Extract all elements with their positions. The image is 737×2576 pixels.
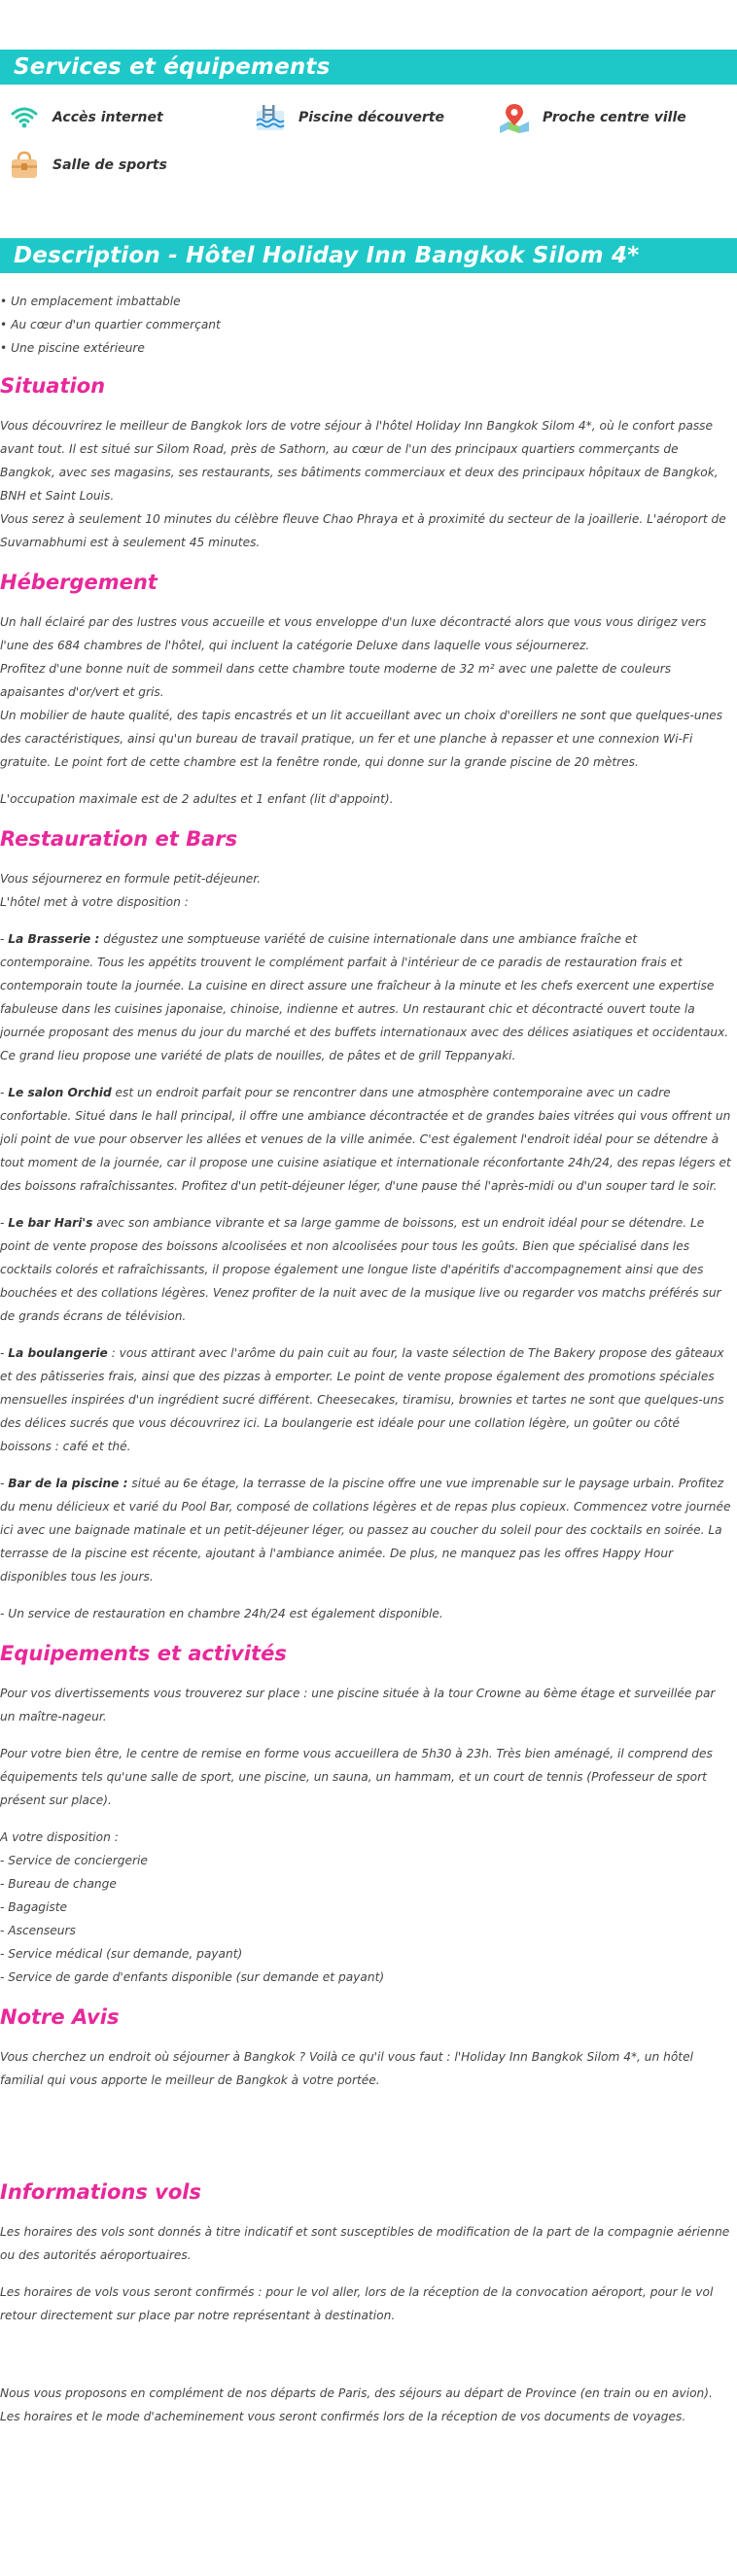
vols-paragraph: Les horaires des vols sont donnés à titre indicatif et sont susceptibles de modification de la part de la compagnie aérienne ou des autorités aéroportuaires. bbox=[0, 2225, 730, 2262]
item-prefix: - bbox=[0, 1086, 9, 1099]
hebergement-paragraph: Un mobilier de haute qualité, des tapis encastrés et un lit accueillant avec un choix d'oreillers ne sont que quelques-unes des caractéristiques, ainsi qu'un bureau de travail pratique, un fer et une planche à repasser et une connexion Wi-Fi gratuite. Le point fort de cette chambre est la fenêtre ronde, qui donne sur la grande piscine de 20 mètres. bbox=[0, 709, 723, 769]
feature-pool bbox=[254, 101, 444, 134]
facility-item: - Service de garde d'enfants disponible (sur demande et payant) bbox=[0, 1970, 385, 1984]
vols-paragraph: Les horaires de vols vous seront confirmés : pour le vol aller, lors de la réception de la convocation aéroport, pour le vol retour directement sur place par notre représentant à destination. bbox=[0, 2285, 714, 2322]
vols-paragraph: Nous vous proposons en complément de nos départs de Paris, des séjours au départ de Province (en train ou en avion). bbox=[0, 2386, 713, 2400]
situation-paragraph: Vous serez à seulement 10 minutes du célèbre fleuve Chao Phraya et à proximité du secteur de la joaillerie. L'aéroport de Suvarnabhumi est à seulement 45 minutes. bbox=[0, 512, 726, 549]
feature-internet bbox=[8, 101, 163, 134]
highlights-list bbox=[0, 290, 731, 360]
restaurant-name: Bar de la piscine : bbox=[8, 1477, 128, 1490]
facilities-list bbox=[0, 1826, 731, 1989]
facilities-list-title: A votre disposition : bbox=[0, 1830, 119, 1844]
feature-gym bbox=[8, 149, 167, 182]
facility-item: - Bagagiste bbox=[0, 1900, 68, 1914]
avis-heading: Notre Avis bbox=[0, 2005, 120, 2029]
restaurant-item bbox=[0, 1211, 731, 1328]
highlight-item: • Un emplacement imbattable bbox=[0, 295, 181, 308]
item-prefix: - bbox=[0, 932, 9, 946]
facility-item: - Service médical (sur demande, payant) bbox=[0, 1947, 243, 1961]
equipements-paragraph: Pour votre bien être, le centre de remise en forme vous accueillera de 5h30 à 23h. Très bien aménagé, il comprend des équipements tels qu'une salle de sport, une piscine, un sauna, un hammam, et un court de tennis (Professeur de sport présent sur place). bbox=[0, 1747, 713, 1807]
wifi-icon bbox=[8, 101, 41, 134]
gym-bag-icon bbox=[8, 149, 41, 182]
avis-paragraph: Vous cherchez un endroit où séjourner à Bangkok ? Voilà ce qu'il vous faut : l'Holiday Inn Bangkok Silom 4*, un hôtel familial qui vous apporte le meilleur de Bangkok à votre portée. bbox=[0, 2050, 693, 2087]
restaurant-name: La boulangerie bbox=[8, 1346, 108, 1360]
facility-item: - Bureau de change bbox=[0, 1877, 117, 1891]
equipements-heading: Equipements et activités bbox=[0, 1642, 287, 1665]
room-service-note: - Un service de restauration en chambre 24h/24 est également disponible. bbox=[0, 1607, 443, 1620]
item-prefix: - bbox=[0, 1346, 9, 1360]
situation-paragraph: Vous découvrirez le meilleur de Bangkok lors de votre séjour à l'hôtel Holiday Inn Bangkok Silom 4*, où le confort passe avant tout. Il est situé sur Silom Road, près de Sathorn, au cœur de l'un des principaux quartiers commerçants de Bangkok, avec ses magasins, ses restaurants, ses bâtiments commerciaux et deux des principaux hôpitaux de Bangkok, BNH et Saint Louis. bbox=[0, 419, 719, 503]
restaurant-description: : vous attirant avec l'arôme du pain cuit au four, la vaste sélection de The Bakery propose des gâteaux et des pâtisseries frais, ainsi que des pizzas à emporter. Le point de vente propose également des promotions spéciales mensuelles inspirées d'un ingrédient sucré différent. Cheesecakes, tiramisu, brownies et tartes ne sont que quelques-uns des délices sucrés que vous découvrirez ici. La boulangerie est idéale pour une collation légère, un goûter ou côté boissons : café et thé. bbox=[0, 1346, 724, 1453]
facility-item: - Ascenseurs bbox=[0, 1924, 76, 1937]
highlight-item: • Une piscine extérieure bbox=[0, 341, 145, 355]
pool-icon bbox=[254, 101, 287, 134]
restaurant-item bbox=[0, 1081, 731, 1198]
restaurant-description: avec son ambiance vibrante et sa large gamme de boissons, est un endroit idéal pour se détendre. Le point de vente propose des boissons alcoolisées et non alcoolisées pour tous les goûts. Bien que spécialisé dans les cocktails colorés et rafraîchissants, il propose également une longue liste d'apéritifs d'accompagnement ainsi que des bouchées et des collations légères. Venez profiter de la nuit avec de la musique live ou regarder vos matchs préférés sur de grands écrans de télévision. bbox=[0, 1216, 721, 1323]
feature-label: Accès internet bbox=[53, 110, 163, 125]
feature-city-center bbox=[498, 101, 686, 134]
hebergement-paragraph: Profitez d'une bonne nuit de sommeil dans cette chambre toute moderne de 32 m² avec une palette de couleurs apaisantes d'or/vert et gris. bbox=[0, 662, 672, 699]
restaurant-name: Le salon Orchid bbox=[8, 1086, 112, 1099]
vols-heading: Informations vols bbox=[0, 2180, 201, 2204]
equipements-paragraph: Pour vos divertissements vous trouverez sur place : une piscine située à la tour Crowne au 6ème étage et surveillée par un maître-nageur. bbox=[0, 1687, 716, 1723]
restaurant-description: situé au 6e étage, la terrasse de la piscine offre une vue imprenable sur le paysage urbain. Profitez du menu délicieux et varié du Pool Bar, composé de collations légères et de repas plus copieux. Commencez votre journée ici avec une baignade matinale et un petit-déjeuner léger, ou passez au coucher du soleil pour des cocktails en soirée. La terrasse de la piscine est récente, ajoutant à l'ambiance animée. De plus, ne manquez pas les offres Happy Hour disponibles tous les jours. bbox=[0, 1477, 731, 1584]
item-prefix: - bbox=[0, 1216, 9, 1230]
restauration-intro: Vous séjournerez en formule petit-déjeuner. bbox=[0, 872, 262, 886]
item-prefix: - bbox=[0, 1477, 9, 1490]
restaurant-name: La Brasserie : bbox=[8, 932, 100, 946]
hebergement-paragraph: L'occupation maximale est de 2 adultes et 1 enfant (lit d'appoint). bbox=[0, 792, 394, 806]
restaurant-name: Le bar Hari's bbox=[8, 1216, 93, 1230]
hebergement-heading: Hébergement bbox=[0, 571, 158, 594]
vols-paragraph: Les horaires et le mode d'acheminement vous seront confirmés lors de la réception de vos documents de voyages. bbox=[0, 2410, 686, 2423]
restaurant-item bbox=[0, 1341, 731, 1458]
restaurant-description: dégustez une somptueuse variété de cuisine internationale dans une ambiance fraîche et contemporaine. Tous les appétits trouvent le complément parfait à l'intérieur de ce paradis de restauration frais et contemporain toute la journée. La cuisine en direct assure une fraîcheur à la minute et les chefs exercent une expertise fabuleuse dans les cuisines japonaise, chinoise, indienne et autres. Un restaurant chic et décontracté ouvert toute la journée proposant des menus du jour du marché et des buffets internationaux avec des délices asiatiques et occidentaux. Ce grand lieu propose une variété de plats de nouilles, de pâtes et de grill Teppanyaki. bbox=[0, 932, 729, 1062]
feature-label: Salle de sports bbox=[53, 157, 167, 173]
restauration-intro: L'hôtel met à votre disposition : bbox=[0, 895, 189, 909]
restaurant-description: est un endroit parfait pour se rencontrer dans une atmosphère contemporaine avec un cadre confortable. Situé dans le hall principal, il offre une ambiance décontractée et de grandes baies vitrées qui vous offrent un joli point de vue pour observer les allées et venues de la ville animée. C'est également l'endroit idéal pour se détendre à tout moment de la journée, car il propose une cuisine asiatique et internationale réconfortante 24h/24, des repas légers et des boissons rafraîchissantes. Profitez d'un petit-déjeuner léger, d'une pause thé l'après-midi ou d'un souper tard le soir. bbox=[0, 1086, 731, 1193]
description-banner: Description - Hôtel Holiday Inn Bangkok Silom 4* bbox=[0, 238, 737, 273]
facility-item: - Service de conciergerie bbox=[0, 1854, 148, 1867]
restauration-heading: Restauration et Bars bbox=[0, 827, 238, 851]
situation-heading: Situation bbox=[0, 374, 106, 398]
spacer bbox=[0, 2106, 731, 2166]
restaurant-item bbox=[0, 1472, 731, 1588]
feature-label: Proche centre ville bbox=[543, 110, 686, 125]
spacer bbox=[0, 2341, 731, 2382]
highlight-item: • Au cœur d'un quartier commerçant bbox=[0, 318, 221, 331]
hebergement-paragraph: Un hall éclairé par des lustres vous accueille et vous enveloppe d'un luxe décontracté alors que vous vous dirigez vers l'une des 684 chambres de l'hôtel, qui incluent la catégorie Deluxe dans laquelle vous séjournerez. bbox=[0, 615, 707, 652]
feature-label: Piscine découverte bbox=[298, 110, 444, 125]
restaurant-item bbox=[0, 927, 731, 1067]
map-pin-icon bbox=[498, 101, 531, 134]
services-banner: Services et équipements bbox=[0, 50, 737, 85]
description-content bbox=[0, 290, 731, 2428]
